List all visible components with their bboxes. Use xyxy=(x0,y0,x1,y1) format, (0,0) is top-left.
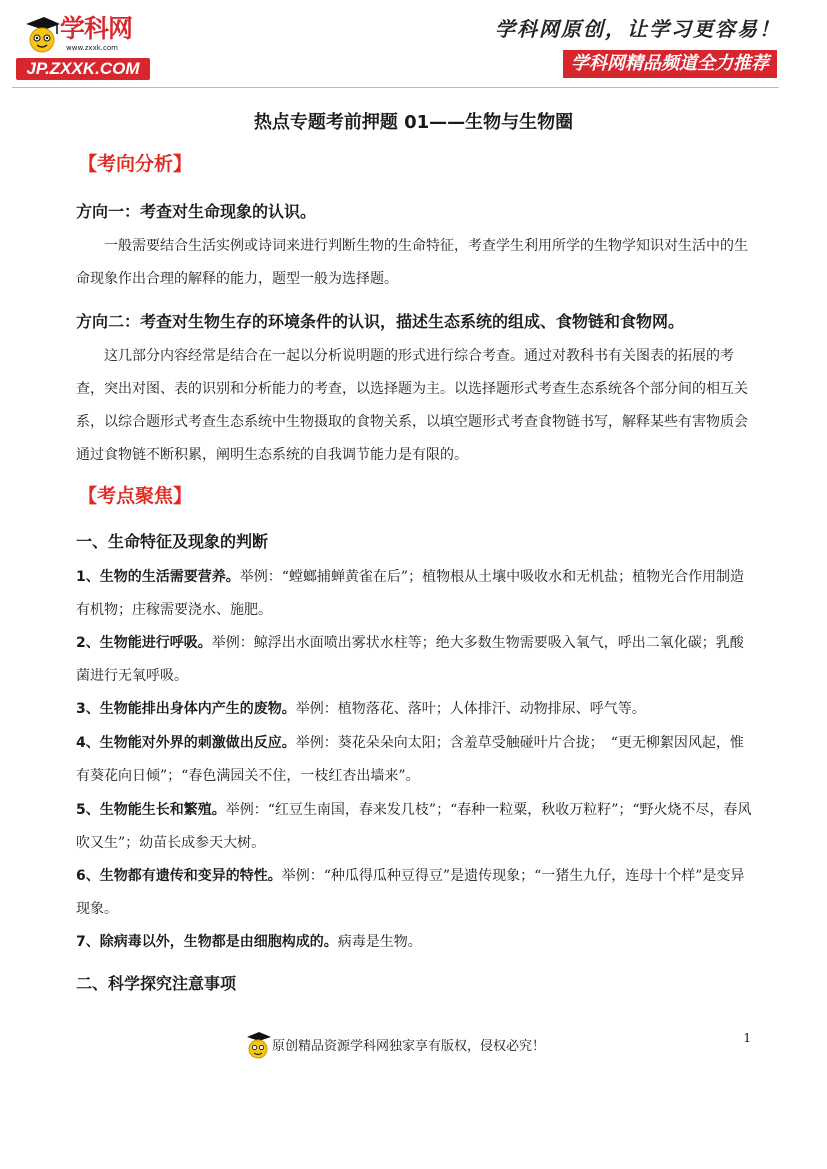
item-text: 举例：“种瓜得瓜种豆得豆”是遗传现象；“一猪生九仔，连母十个样”是变异现象。 xyxy=(76,868,745,917)
footer-copyright: 原创精品资源学科网独家享有版权，侵权必究！ xyxy=(272,1039,546,1054)
analysis-heading: 【考向分析】 xyxy=(78,153,193,175)
logo-url-text: www.zxxk.com xyxy=(66,44,118,52)
item-text: 举例：“螳螂捕蝉黄雀在后”；植物根从土壤中吸收水和无机盐；植物光合作用制造有机物；庄稼需要浇水、施肥。 xyxy=(76,569,745,618)
direction-one-text: 一般需要结合生活实例或诗词来进行判断生物的生命特征，考查学生利用所学的生物学知识对生活中的生命现象作出合理的解释的能力，题型一般为选择题。 xyxy=(76,238,748,287)
site-logo[interactable] xyxy=(14,12,154,84)
direction-one-title: 方向一：考查对生命现象的认识。 xyxy=(76,202,317,221)
list-item xyxy=(76,561,752,627)
item-key: 2、生物能进行呼吸。 xyxy=(76,635,212,651)
list-item xyxy=(76,860,752,926)
document-title: 热点专题考前押题 01——生物与生物圈 xyxy=(253,112,574,133)
list-item xyxy=(76,727,752,793)
item-key: 1、生物的生活需要营养。 xyxy=(76,569,240,585)
item-text: 举例：鲸浮出水面喷出雾状水柱等；绝大多数生物需要吸入氧气，呼出二氧化碳；乳酸菌进行无氧呼吸。 xyxy=(76,635,744,684)
section-one-heading: 一、生命特征及现象的判断 xyxy=(76,532,269,551)
item-key: 4、生物能对外界的刺激做出反应。 xyxy=(76,735,296,751)
mascot-icon xyxy=(244,1030,272,1062)
list-item xyxy=(76,926,752,959)
list-item xyxy=(76,693,752,726)
page-number: 1 xyxy=(743,1031,751,1045)
logo-brand-text: 学科网 xyxy=(60,14,133,43)
item-key: 7、除病毒以外，生物都是由细胞构成的。 xyxy=(76,934,338,950)
logo-site-badge[interactable]: JP.ZXXK.COM xyxy=(16,58,150,80)
header-divider xyxy=(12,87,779,88)
mascot-icon xyxy=(22,14,62,58)
item-key: 6、生物都有遗传和变异的特性。 xyxy=(76,868,282,884)
section-two-heading: 二、科学探究注意事项 xyxy=(76,974,237,993)
item-text: 病毒是生物。 xyxy=(337,934,422,950)
recommend-badge[interactable]: 学科网精品频道全力推荐 xyxy=(563,50,777,78)
item-text: 举例：植物落花、落叶；人体排汗、动物排尿、呼气等。 xyxy=(295,701,646,717)
item-key: 3、生物能排出身体内产生的废物。 xyxy=(76,701,296,717)
direction-two-title: 方向二：考查对生物生存的环境条件的认识，描述生态系统的组成、食物链和食物网。 xyxy=(76,312,685,331)
list-item xyxy=(76,627,752,693)
direction-two-text: 这几部分内容经常是结合在一起以分析说明题的形式进行综合考查。通过对教科书有关图表的拓展的考查，突出对图、表的识别和分析能力的考查，以选择题为主。以选择题形式考查生态系统各个部分间的相互关系，以综合题形式考查生态系统中生物摄取的食物关系，以填空题形式考查食物链书写，解释某些有害物质会通过食物链不断积累，阐明生态系统的自我调节能力是有限的。 xyxy=(76,348,748,463)
item-key: 5、生物能生长和繁殖。 xyxy=(76,802,226,818)
item-text: 举例：“红豆生南国，春来发几枝”；“春种一粒粟，秋收万粒籽”；“野火烧不尽，春风吹又生”；幼苗长成参天大树。 xyxy=(76,802,752,851)
focus-heading: 【考点聚焦】 xyxy=(78,485,193,507)
header-slogan: 学科网原创，让学习更容易！ xyxy=(495,17,781,41)
list-item xyxy=(76,794,752,860)
item-text: 举例：葵花朵朵向太阳；含羞草受触碰叶片合拢； “更无柳絮因风起，惟有葵花向日倾”；“春色满园关不住，一枝红杏出墙来”。 xyxy=(76,735,744,784)
